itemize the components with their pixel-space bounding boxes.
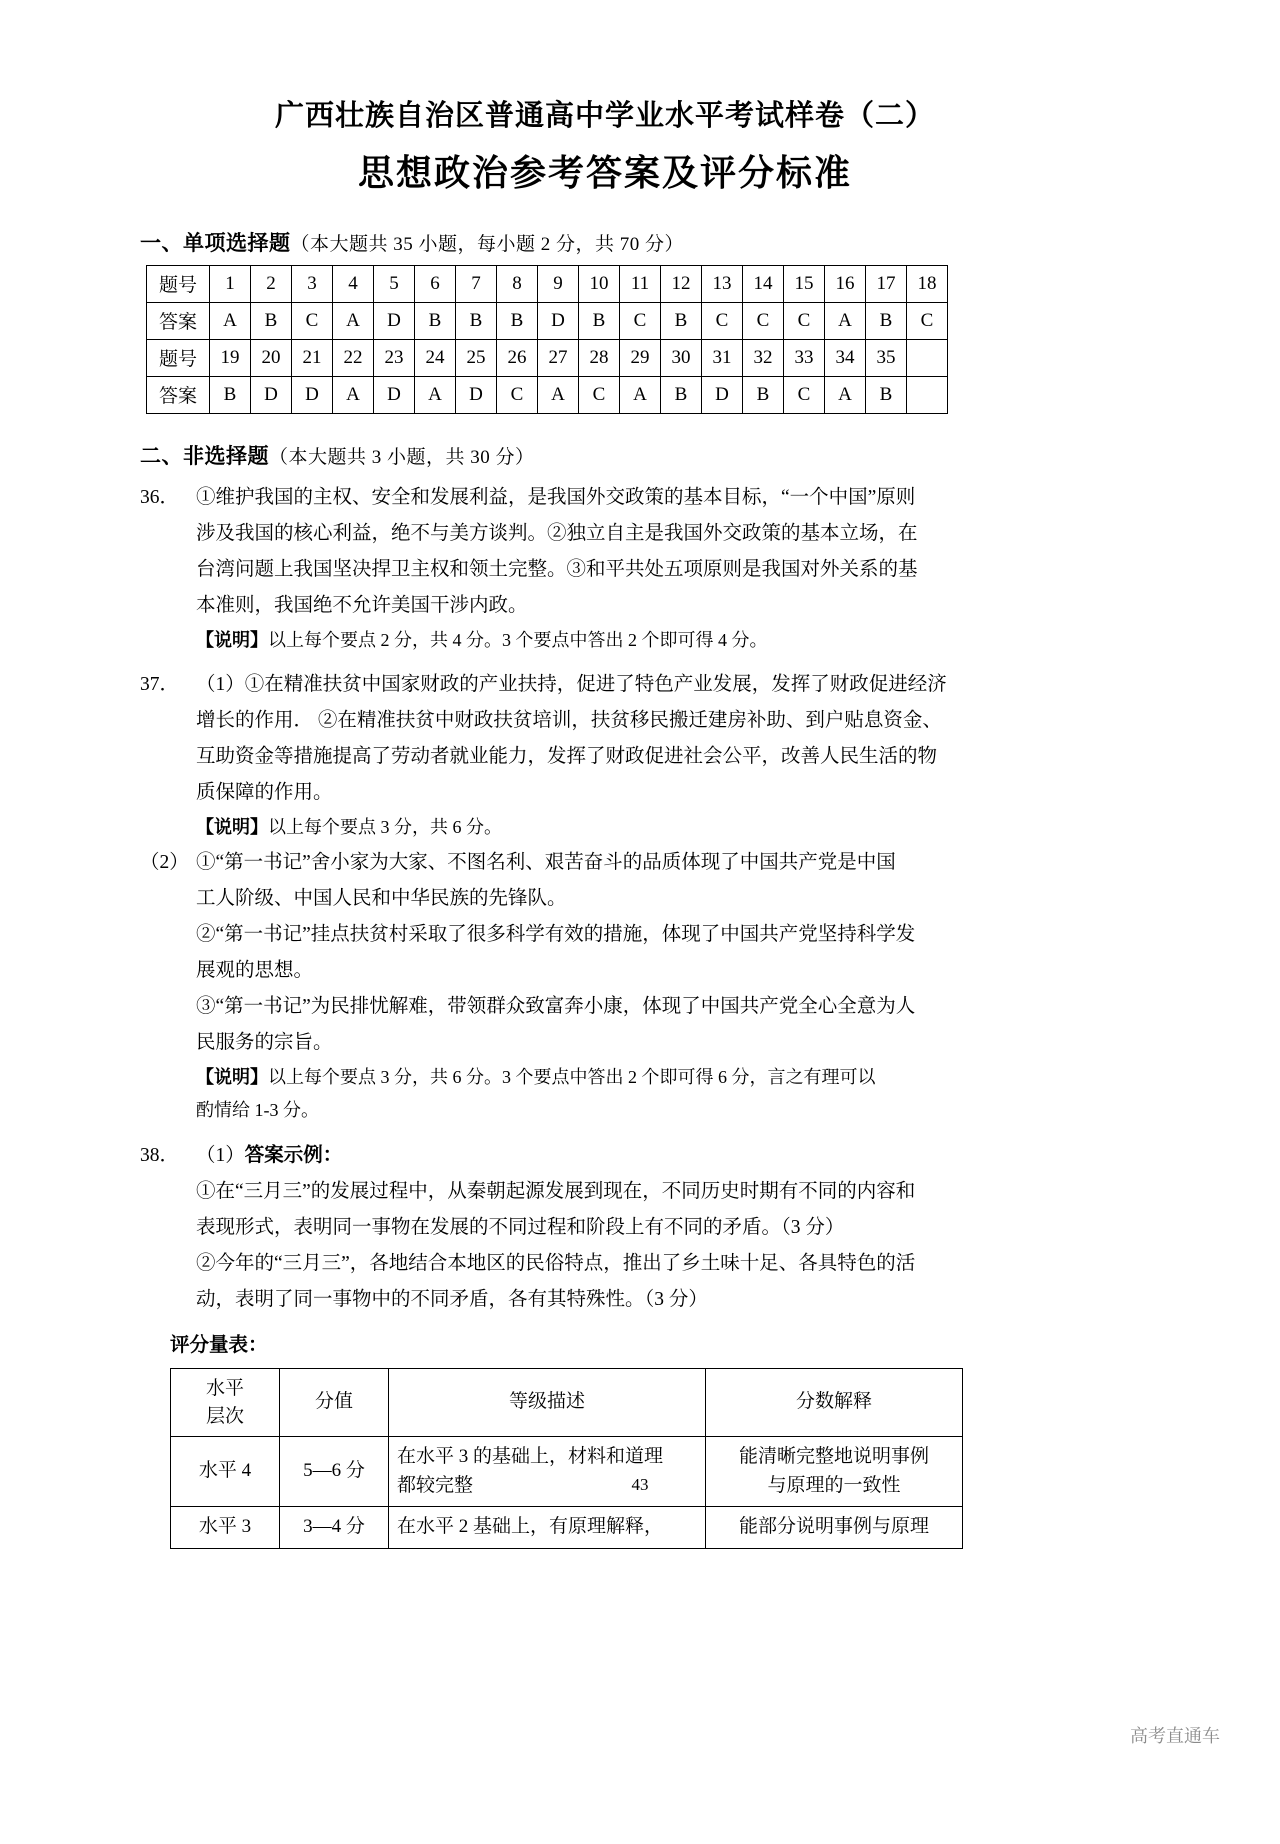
section-two-heading-detail: （本大题共 3 小题，共 30 分） bbox=[269, 446, 535, 468]
rubric-description-line-2: 都较完整 bbox=[397, 1474, 474, 1496]
question-number-cell: 18 bbox=[907, 265, 948, 302]
question-37-p2-line-6: 民服务的宗旨。 bbox=[196, 1032, 333, 1053]
question-37-block bbox=[140, 667, 1140, 1128]
question-38-line-2: 表现形式，表明同一事物在发展的不同过程和阶段上有不同的矛盾。（3 分） bbox=[196, 1216, 845, 1238]
answer-cell: D bbox=[251, 376, 292, 413]
question-number-cell: 17 bbox=[866, 265, 907, 302]
answer-cell: B bbox=[456, 302, 497, 339]
rubric-explanation bbox=[706, 1437, 963, 1507]
question-36-line-3: 台湾问题上我国坚决捍卫主权和领土完整。③和平共处五项原则是我国对外关系的基 bbox=[196, 558, 918, 580]
question-37-p2-line-2: 工人阶级、中国人民和中华民族的先锋队。 bbox=[196, 887, 567, 909]
rubric-header-level-line2: 层次 bbox=[205, 1405, 244, 1427]
question-number-cell: 32 bbox=[743, 339, 784, 376]
rubric-header-score: 分值 bbox=[280, 1369, 389, 1437]
question-37-p2-line-1: ①“第一书记”舍小家为大家、不图名利、艰苦奋斗的品质体现了中国共产党是中国 bbox=[196, 851, 896, 873]
question-36-line-4: 本准则，我国绝不允许美国干涉内政。 bbox=[196, 594, 528, 616]
answer-cell: A bbox=[825, 376, 866, 413]
rubric-description-line-1: 在水平 3 的基础上，材料和道理 bbox=[397, 1446, 664, 1468]
question-number-cell: 13 bbox=[702, 265, 743, 302]
row-label-number: 题号 bbox=[147, 339, 210, 376]
question-36-first-line bbox=[140, 480, 1140, 516]
question-37-part2-first-line bbox=[140, 845, 1140, 881]
question-number-cell: 15 bbox=[784, 265, 825, 302]
question-number-cell: 3 bbox=[292, 265, 333, 302]
answer-cell: A bbox=[415, 376, 456, 413]
question-number-cell: 20 bbox=[251, 339, 292, 376]
rubric-score-range: 3—4 分 bbox=[280, 1507, 389, 1549]
table-row-answers-1 bbox=[147, 302, 948, 339]
question-36-note-label: 【说明】 bbox=[196, 629, 268, 650]
question-37-p1-line-2: 增长的作用． ②在精准扶贫中财政扶贫培训，扶贫移民搬迁建房补助、到户贴息资金、 bbox=[196, 710, 942, 732]
rubric-header-row bbox=[171, 1369, 963, 1437]
rubric-header-explanation: 分数解释 bbox=[706, 1369, 963, 1437]
question-36-note-text: 以上每个要点 2 分，共 4 分。3 个要点中答出 2 个即可得 4 分。 bbox=[268, 629, 768, 650]
question-36-line-2: 涉及我国的核心利益，绝不与美方谈判。②独立自主是我国外交政策的基本立场，在 bbox=[196, 522, 918, 544]
question-37-p1-line-3: 互助资金等措施提高了劳动者就业能力，发挥了财政促进社会公平，改善人民生活的物 bbox=[196, 746, 938, 768]
answer-cell: C bbox=[497, 376, 538, 413]
subject-title: 思想政治参考答案及评分标准 bbox=[357, 152, 852, 194]
answer-cell: C bbox=[784, 376, 825, 413]
section-two-heading-bold: 二、非选择题 bbox=[140, 443, 269, 468]
question-37-p2-note-label: 【说明】 bbox=[196, 1067, 268, 1088]
row-label-answer: 答案 bbox=[147, 302, 210, 339]
answer-cell: B bbox=[866, 302, 907, 339]
answer-cell: B bbox=[497, 302, 538, 339]
answer-cell: C bbox=[907, 302, 948, 339]
question-number-cell: 4 bbox=[333, 265, 374, 302]
question-36-number: 36． bbox=[140, 486, 180, 508]
question-38-number: 38． bbox=[140, 1144, 180, 1166]
question-number-cell: 8 bbox=[497, 265, 538, 302]
question-number-cell: 34 bbox=[825, 339, 866, 376]
answer-cell: C bbox=[579, 376, 620, 413]
question-number-cell: 19 bbox=[210, 339, 251, 376]
question-37-p2-note-line-2: 酌情给 1-3 分。 bbox=[196, 1100, 319, 1121]
rubric-description bbox=[389, 1437, 706, 1507]
question-number-cell: 31 bbox=[702, 339, 743, 376]
answer-cell: A bbox=[210, 302, 251, 339]
answer-cell: A bbox=[620, 376, 661, 413]
section-one-heading bbox=[140, 227, 1140, 257]
answer-cell: C bbox=[702, 302, 743, 339]
answer-cell: B bbox=[210, 376, 251, 413]
question-number-cell: 7 bbox=[456, 265, 497, 302]
answer-cell: A bbox=[333, 376, 374, 413]
question-37-part1-label: （1） bbox=[196, 674, 245, 696]
question-number-cell: 6 bbox=[415, 265, 456, 302]
answer-cell: B bbox=[743, 376, 784, 413]
section-one-heading-bold: 一、单项选择题 bbox=[140, 230, 291, 255]
answer-cell: B bbox=[866, 376, 907, 413]
table-row-numbers-2 bbox=[147, 339, 948, 376]
answer-cell: B bbox=[661, 302, 702, 339]
rubric-level-label: 水平 4 bbox=[171, 1437, 280, 1507]
page-number: 43 bbox=[631, 1475, 649, 1494]
question-37-p1-line-4: 质保障的作用。 bbox=[196, 782, 333, 804]
multiple-choice-answer-table bbox=[146, 265, 948, 414]
question-37-part1-line-1 bbox=[196, 667, 1140, 703]
answer-cell: A bbox=[825, 302, 866, 339]
answer-cell: C bbox=[743, 302, 784, 339]
answer-cell: D bbox=[292, 376, 333, 413]
question-number-cell: 10 bbox=[579, 265, 620, 302]
answer-cell: D bbox=[538, 302, 579, 339]
question-number-cell: 21 bbox=[292, 339, 333, 376]
question-number-cell: 23 bbox=[374, 339, 415, 376]
question-38-answer-sample-label: 答案示例： bbox=[244, 1144, 343, 1166]
question-37-p2-note-text-1: 以上每个要点 3 分，共 6 分。3 个要点中答出 2 个即可得 6 分，言之有理可以 bbox=[268, 1067, 876, 1088]
answer-cell: A bbox=[333, 302, 374, 339]
question-number-cell: 25 bbox=[456, 339, 497, 376]
question-37-p1-note-text: 以上每个要点 3 分，共 6 分。 bbox=[268, 817, 502, 838]
question-number-cell: 22 bbox=[333, 339, 374, 376]
table-row-answers-2 bbox=[147, 376, 948, 413]
rubric-table-title: 评分量表： bbox=[170, 1334, 268, 1356]
watermark-label: 高考直通车 bbox=[1130, 1726, 1220, 1747]
answer-cell: D bbox=[374, 302, 415, 339]
question-number-cell: 14 bbox=[743, 265, 784, 302]
rubric-level-label: 水平 3 bbox=[171, 1507, 280, 1549]
rubric-header-description: 等级描述 bbox=[389, 1369, 706, 1437]
question-number-cell: 27 bbox=[538, 339, 579, 376]
question-38-first-line bbox=[140, 1138, 1140, 1174]
answer-cell: D bbox=[374, 376, 415, 413]
table-row-numbers-1 bbox=[147, 265, 948, 302]
question-37-number: 37． bbox=[140, 674, 180, 696]
question-number-cell: 28 bbox=[579, 339, 620, 376]
rubric-row-level-4 bbox=[171, 1437, 963, 1507]
rubric-description: 在水平 2 基础上，有原理解释， bbox=[389, 1507, 706, 1549]
answer-cell: C bbox=[620, 302, 661, 339]
answer-cell: B bbox=[661, 376, 702, 413]
question-number-cell: 29 bbox=[620, 339, 661, 376]
rubric-score-range: 5—6 分 bbox=[280, 1437, 389, 1507]
rubric-header-level-line1: 水平 bbox=[205, 1378, 244, 1400]
question-number-cell: 24 bbox=[415, 339, 456, 376]
question-38-line-4: 动，表明了同一事物中的不同矛盾，各有其特殊性。（3 分） bbox=[196, 1288, 708, 1310]
question-38-line-1: ①在“三月三”的发展过程中，从秦朝起源发展到现在，不同历史时期有不同的内容和 bbox=[196, 1180, 916, 1202]
section-one-heading-detail: （本大题共 35 小题，每小题 2 分，共 70 分） bbox=[290, 233, 685, 255]
answer-cell: B bbox=[579, 302, 620, 339]
question-number-cell: 9 bbox=[538, 265, 579, 302]
question-number-cell: 5 bbox=[374, 265, 415, 302]
question-number-cell: 33 bbox=[784, 339, 825, 376]
answer-cell: B bbox=[415, 302, 456, 339]
rubric-explanation-line-1: 能清晰完整地说明事例 bbox=[738, 1446, 929, 1468]
question-number-cell: 1 bbox=[210, 265, 251, 302]
answer-cell: C bbox=[784, 302, 825, 339]
answer-cell: D bbox=[456, 376, 497, 413]
question-37-first-line bbox=[140, 667, 1140, 703]
question-number-cell: 12 bbox=[661, 265, 702, 302]
question-37-p2-line-4: 展观的思想。 bbox=[196, 959, 314, 981]
question-36-note bbox=[140, 624, 1140, 657]
question-37-part2-label: （2） bbox=[140, 851, 189, 873]
document-content bbox=[140, 96, 1140, 1549]
question-number-cell: 2 bbox=[251, 265, 292, 302]
row-label-answer: 答案 bbox=[147, 376, 210, 413]
exam-title: 广西壮族自治区普通高中学业水平考试样卷（二） bbox=[274, 100, 935, 132]
rubric-explanation-line-2: 与原理的一致性 bbox=[767, 1474, 901, 1496]
question-37-p1-note-label: 【说明】 bbox=[196, 817, 268, 838]
question-37-p2-note bbox=[140, 1061, 1140, 1094]
question-number-cell: 11 bbox=[620, 265, 661, 302]
question-37-p1-line1-text: ①在精准扶贫中国家财政的产业扶持，促进了特色产业发展，发挥了财政促进经济 bbox=[244, 674, 947, 696]
question-37-p2-line-3: ②“第一书记”挂点扶贫村采取了很多科学有效的措施，体现了中国共产党坚持科学发 bbox=[196, 923, 916, 945]
row-label-number: 题号 bbox=[147, 265, 210, 302]
question-37-p1-note bbox=[140, 811, 1140, 844]
question-number-cell: 16 bbox=[825, 265, 866, 302]
answer-cell: C bbox=[292, 302, 333, 339]
question-38-line-3: ②今年的“三月三”，各地结合本地区的民俗特点，推出了乡土味十足、各具特色的活 bbox=[196, 1252, 916, 1274]
question-number-cell: 30 bbox=[661, 339, 702, 376]
answer-cell-empty bbox=[907, 376, 948, 413]
rubric-row-level-3 bbox=[171, 1507, 963, 1549]
question-36-line-1: ①维护我国的主权、安全和发展利益，是我国外交政策的基本目标，“一个中国”原则 bbox=[196, 486, 916, 508]
question-38-part1-label: （1） bbox=[196, 1144, 245, 1166]
answer-cell: B bbox=[251, 302, 292, 339]
answer-cell: D bbox=[702, 376, 743, 413]
rubric-header-level bbox=[171, 1369, 280, 1437]
question-number-cell: 35 bbox=[866, 339, 907, 376]
rubric-explanation: 能部分说明事例与原理 bbox=[706, 1507, 963, 1549]
question-number-cell-empty bbox=[907, 339, 948, 376]
answer-cell: A bbox=[538, 376, 579, 413]
question-number-cell: 26 bbox=[497, 339, 538, 376]
question-36-block bbox=[140, 480, 1140, 658]
scoring-rubric-table bbox=[170, 1368, 963, 1549]
question-37-p2-line-5: ③“第一书记”为民排忧解难，带领群众致富奔小康，体现了中国共产党全心全意为人 bbox=[196, 995, 916, 1017]
section-two-heading bbox=[140, 440, 1140, 470]
